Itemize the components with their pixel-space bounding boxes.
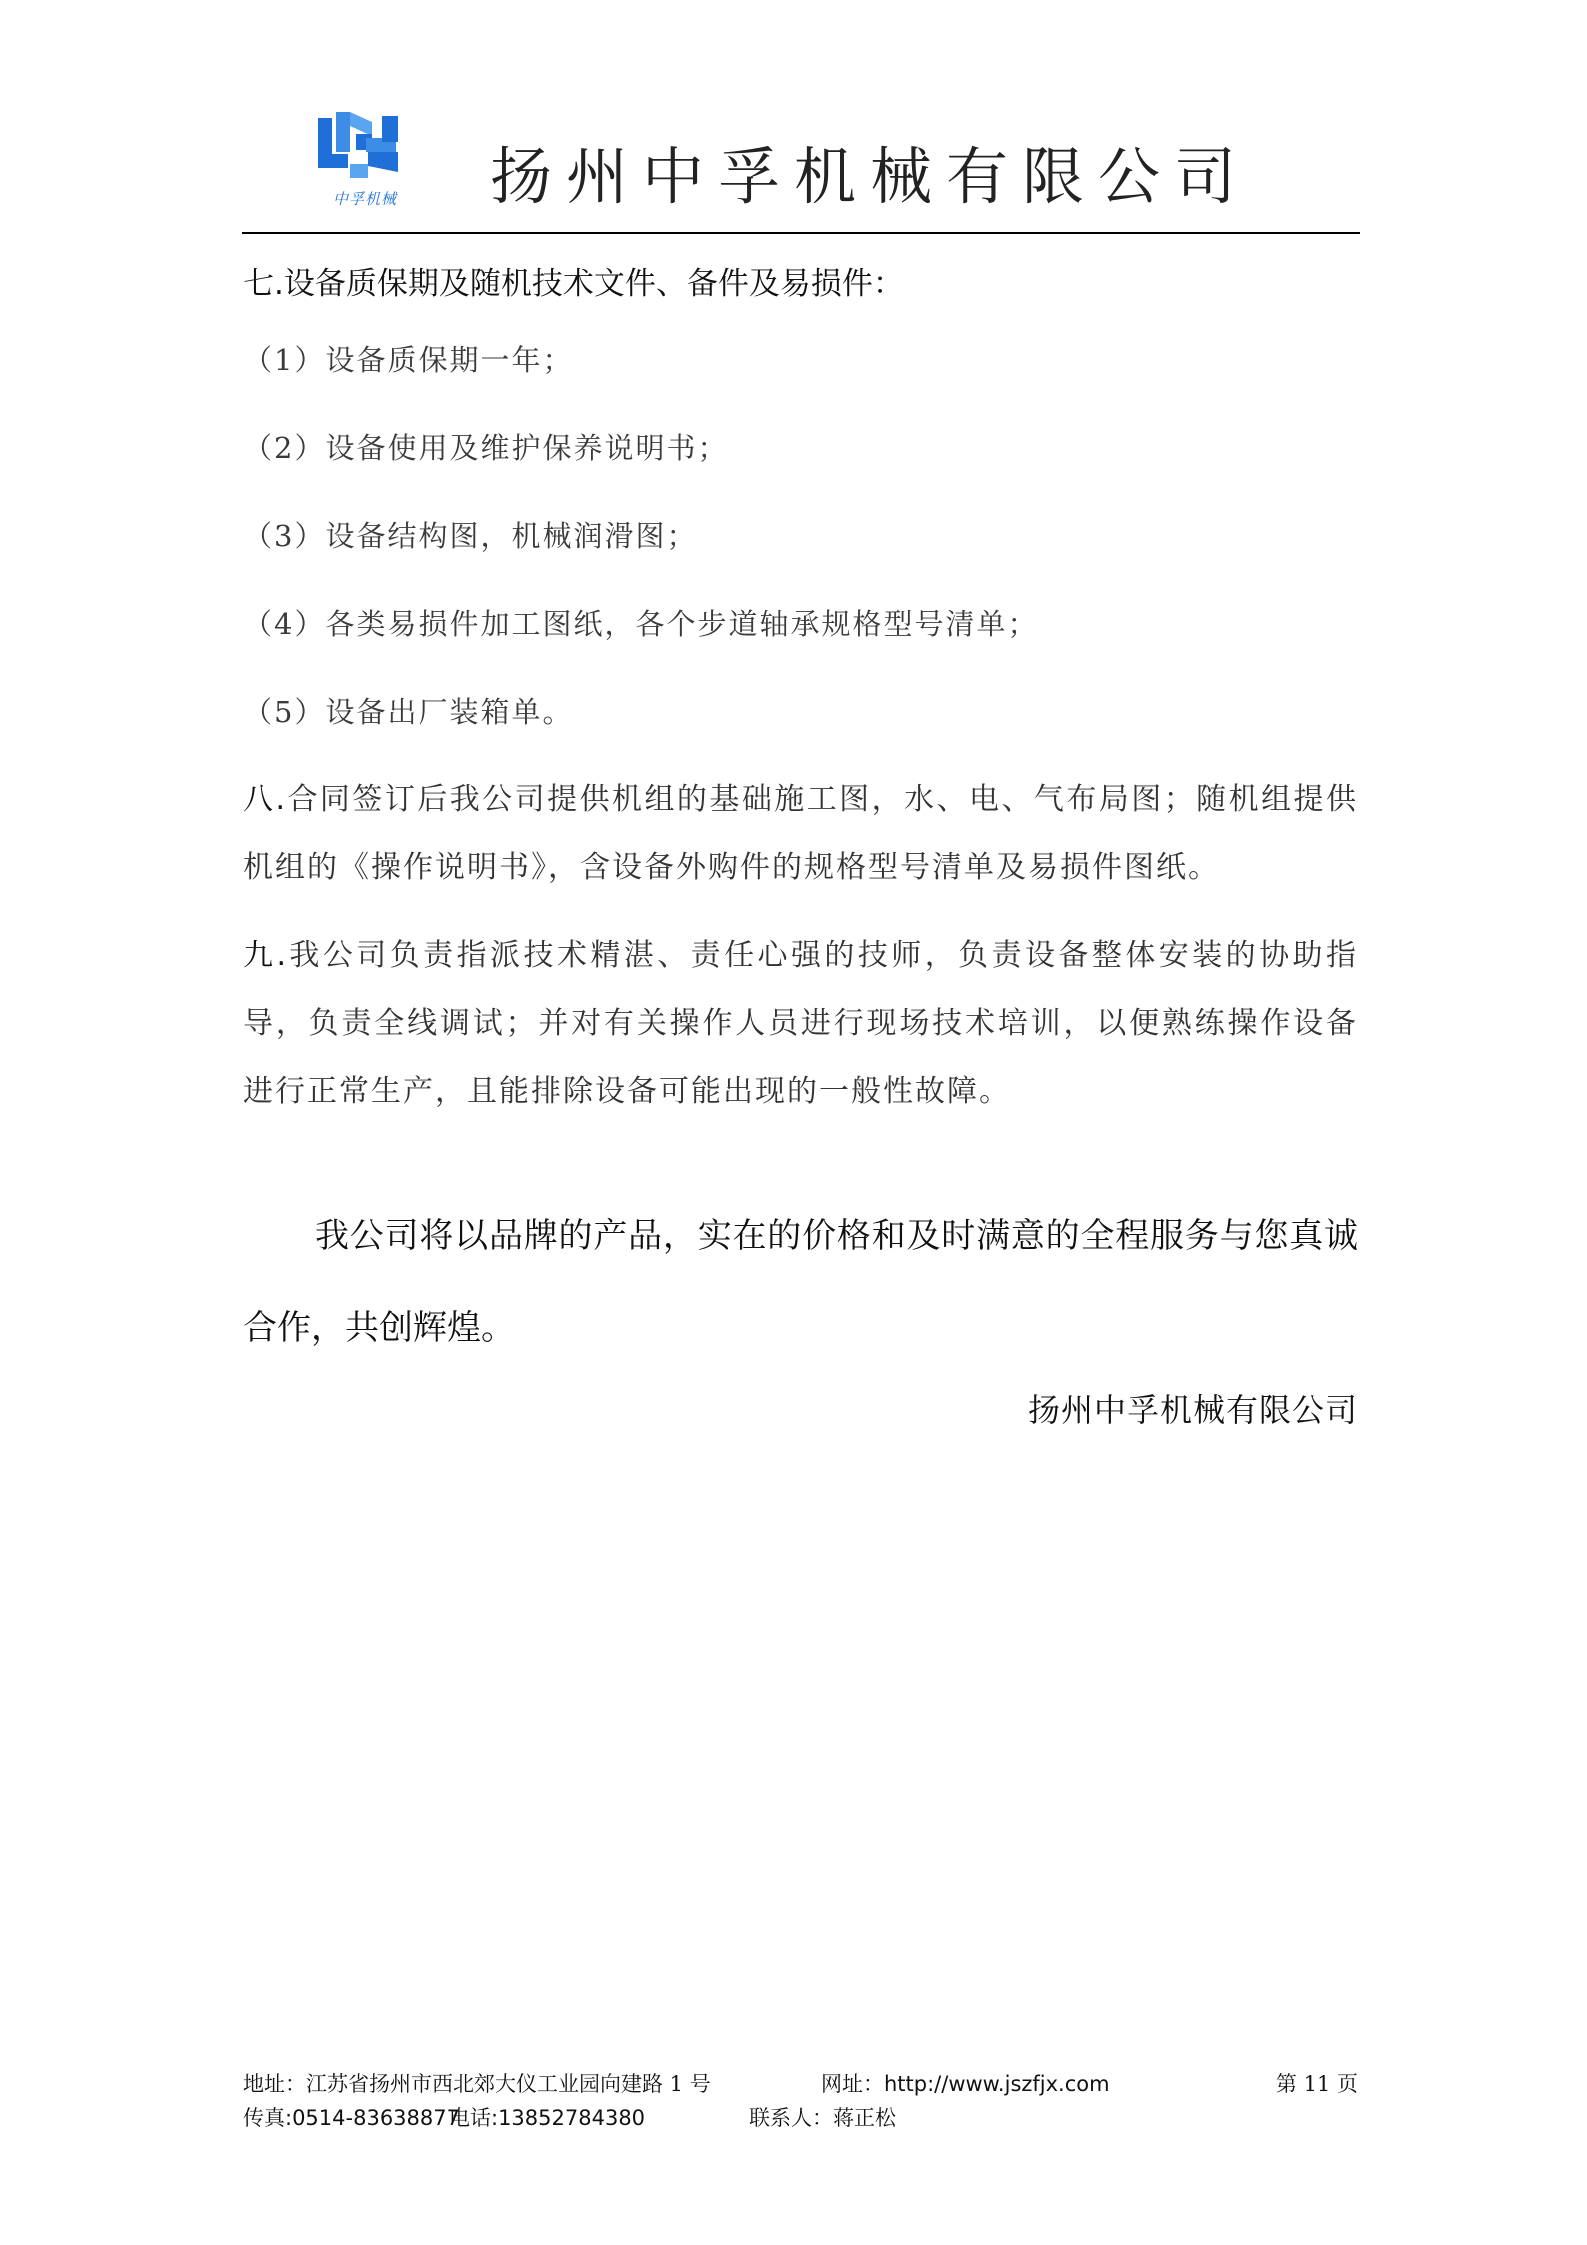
list-item: （5）设备出厂装箱单。 [243,695,574,729]
list-item: （2）设备使用及维护保养说明书； [243,431,729,465]
closing-paragraph: 我公司将以品牌的产品，实在的价格和及时满意的全程服务与您真诚合作，共创辉煌。 [243,1216,1358,1348]
signature-company: 扬州中孚机械有限公司 [1027,1391,1358,1429]
clause-paragraph [243,766,1358,902]
footer-website[interactable]: 网址：http://www.jszfjx.com [821,2072,1110,2096]
section-heading: 七.设备质保期及随机技术文件、备件及易损件： [243,266,904,302]
footer-fax: 传真:0514-83638877 [243,2106,460,2130]
list-item: （3）设备结构图，机械润滑图； [243,519,698,553]
header-divider [242,232,1360,234]
footer-contact: 联系人：蒋正松 [749,2106,896,2130]
page-number: 第 11 页 [1275,2072,1358,2096]
clause-number: 八. [243,782,287,817]
page-footer [243,2068,1358,2136]
footer-phone: 电话:13852784380 [449,2106,646,2130]
clause-text: 我公司负责指派技术精湛、责任心强的技师，负责设备整体安装的协助指导，负责全线调试；并对有关操作人员进行现场技术培训，以便熟练操作设备进行正常生产，且能排除设备可能出现的一般性故障。 [243,938,1358,1109]
logo-caption: 中孚机械 [332,190,397,208]
footer-line-1 [243,2068,1358,2102]
list-item: （1）设备质保期一年； [243,343,574,377]
company-title: 扬州中孚机械有限公司 [490,140,1251,213]
footer-line-2 [243,2102,1358,2136]
clause-number: 九. [243,938,288,973]
list-item: （4）各类易损件加工图纸，各个步道轴承规格型号清单； [243,607,1039,641]
clause-paragraph [243,922,1358,1126]
clause-text: 合同签订后我公司提供机组的基础施工图，水、电、气布局图；随机组提供机组的《操作说明书》，含设备外购件的规格型号清单及易损件图纸。 [243,782,1358,885]
company-logo [310,108,420,216]
footer-address: 地址：江苏省扬州市西北郊大仪工业园向建路 1 号 [243,2072,711,2096]
company-logo-icon [310,108,420,188]
